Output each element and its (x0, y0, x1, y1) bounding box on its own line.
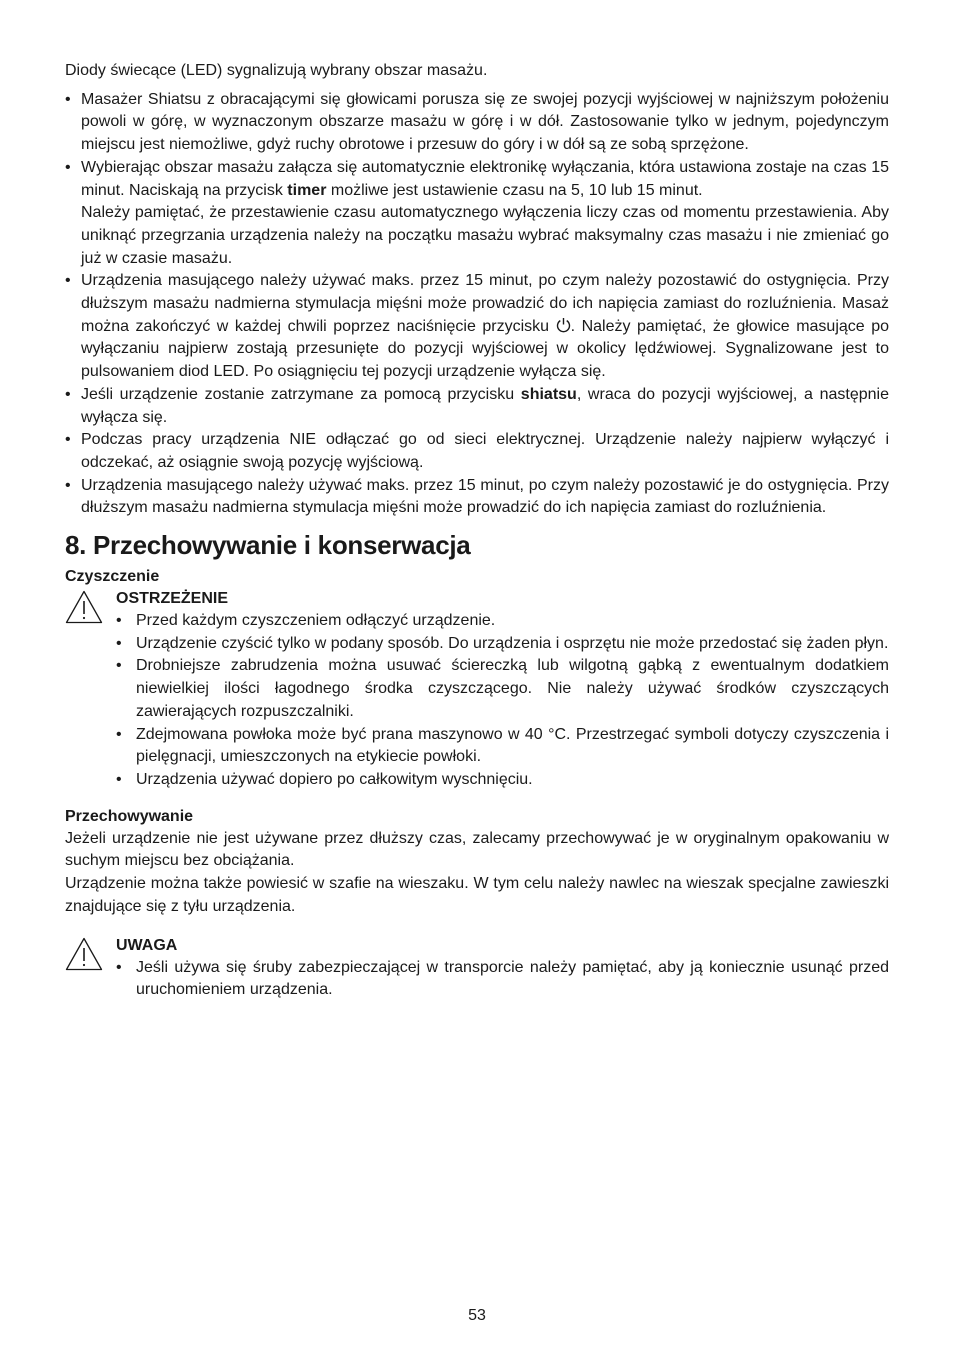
list-item: • Masażer Shiatsu z obracającymi się głowicami porusza się ze swojej pozycji wyjściowej w najniższym położeniu powoli w górę, w wyznaczonym obszarze masażu w górę i w dół. Zastosowanie tylko w jednym, pojedynczym miejscu jest niemożliwe, gdyż ruchy obrotowe i przesuw do góry i w dół są ze sobą sprzężone. (65, 89, 889, 157)
list-item: • Jeśli używa się śruby zabezpieczającej w transporcie należy pamiętać, aby ją koniecznie usunąć przed uruchomieniem urządzenia. (116, 957, 889, 1002)
cleaning-warning-block (65, 588, 889, 792)
storage-paragraph: Urządzenie można także powiesić w szafie na wieszaku. W tym celu należy nawlec na wieszak specjalne zawieszki znajdujące się z tyłu urządzenia. (65, 875, 889, 915)
document-page (65, 60, 889, 1002)
list-item (65, 157, 889, 271)
list-item: • Zdejmowana powłoka może być prana maszynowo w 40 °C. Przestrzegać symboli dotyczy czyszczenia i pielęgnacji, umieszczonych na etykiecie powłoki. (116, 724, 889, 769)
list-item: • Drobniejsze zabrudzenia można usuwać ściereczką lub wilgotną gąbką z ewentualnym dodatkiem niewielkiej ilości łagodnego środka czyszczącego. Nie należy używać środków czyszczących zawierających rozpuszczalniki. (116, 655, 889, 723)
list-item-text: możliwe jest ustawienie czasu na 5, 10 lub 15 minut. (326, 181, 703, 199)
list-item-note: Należy pamiętać, że przestawienie czasu automatycznego wyłączenia liczy czas od momentu przestawienia. Aby uniknąć przegrzania urządzenia należy na początku masażu wybrać maksymalny czas masażu i nie zmieniać go już w czasie masażu. (81, 204, 889, 267)
section-title: 8. Przechowywanie i konserwacja (65, 530, 471, 561)
operation-bullet-list (65, 89, 889, 520)
power-icon (556, 317, 571, 333)
list-item (65, 270, 889, 384)
timer-keyword: timer (287, 181, 327, 199)
list-item: • Przed każdym czyszczeniem odłączyć urządzenie. (116, 610, 889, 633)
shiatsu-keyword: shiatsu (520, 385, 577, 403)
list-item-text: Urządzenia masującego należy używać maks. przez 15 minut, po czym należy pozostawić do ostygnięcia. Przy dłuższym masażu nadmierna stymulacja mięśni może prowadzić do ich napięcia zamiast do rozluźnienia. Masaż można zakończyć w każdej chwili poprzez naciśnięcie przycisku (81, 272, 889, 335)
warning-title: OSTRZEŻENIE (116, 590, 229, 608)
caution-title: UWAGA (116, 936, 178, 954)
caution-list (116, 957, 889, 1002)
warning-triangle-icon (65, 937, 103, 971)
list-item: • Urządzenia używać dopiero po całkowitym wyschnięciu. (116, 769, 889, 792)
list-item-text: Wybierając obszar masażu załącza się automatycznie elektronikę wyłączania, która ustawiona zostaje na czas 15 minut. Naciskają na przycisk (81, 158, 889, 199)
storage-heading: Przechowywanie (65, 807, 194, 825)
list-item-text: . Należy pamiętać, że głowice masujące po wyłączaniu najpierw zostają przesunięte do pozycji wyjściowej w okolicy lędźwiowej. Sygnalizowane jest to pulsowaniem diod LED. Po osiągnięciu tej pozycji urządzenie wyłącza się. (81, 317, 890, 381)
list-item-text: Jeśli urządzenie zostanie zatrzymane za pomocą przycisku (81, 385, 521, 403)
list-item: • Urządzenia masującego należy używać maks. przez 15 minut, po czym należy pozostawić je do ostygnięcia. Przy dłuższym masażu nadmierna stymulacja mięśni może prowadzić do ich napięcia zamiast do rozluźnienia. (65, 475, 889, 520)
page-number: 53 (468, 1307, 486, 1324)
intro-paragraph: Diody świecące (LED) sygnalizują wybrany obszar masażu. (65, 62, 488, 79)
warning-triangle-icon (65, 590, 103, 624)
list-item: • Urządzenie czyścić tylko w podany sposób. Do urządzenia i osprzętu nie może przedostać się żaden płyn. (116, 633, 889, 656)
cleaning-heading: Czyszczenie (65, 568, 160, 586)
list-item (65, 384, 889, 429)
cleaning-warning-list (116, 610, 889, 792)
list-item: • Podczas pracy urządzenia NIE odłączać go od sieci elektrycznej. Urządzenie należy najpierw wyłączyć i odczekać, aż osiągnie swoją pozycję wyjściową. (65, 429, 889, 474)
storage-paragraph: Jeżeli urządzenie nie jest używane przez dłuższy czas, zalecamy przechowywać je w oryginalnym opakowaniu w suchym miejscu bez obciążania. (65, 829, 889, 870)
list-item-text: , wraca do pozycji wyjściowej, a następnie wyłącza się. (81, 385, 889, 426)
caution-block (65, 935, 889, 1002)
